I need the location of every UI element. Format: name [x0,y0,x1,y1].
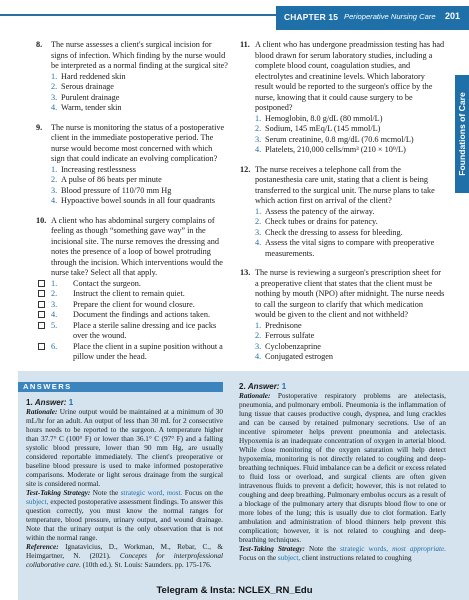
option-list [51,165,228,207]
option-number: 5. [51,320,58,330]
questions-right-column [240,40,445,372]
option-number: 3. [255,134,262,144]
option-item[interactable] [255,321,445,332]
strategy-label: Test-Taking Strategy: [26,489,91,497]
option-text: Purulent drainage [61,92,120,102]
option-list [51,72,228,114]
option-number: 1. [255,206,262,216]
option-item[interactable] [51,103,228,114]
header-tab [276,6,469,30]
strategy-label: Test-Taking Strategy: [239,545,305,553]
option-text: Contact the surgeon. [73,278,141,288]
option-item[interactable] [255,207,445,218]
strategy-text: client instructions related to coughing [302,554,412,562]
option-item[interactable] [51,165,228,176]
option-text: Warm, tender skin [61,103,122,112]
option-number: 3. [51,92,58,102]
option-text: Sodium, 145 mEq/L (145 mmol/L) [265,124,381,133]
section-side-label: Foundations of Care [457,92,467,176]
questions-left-column [36,40,228,372]
answer-number: 1. [26,398,33,407]
strategy-keyword: strategic words, [339,545,389,553]
option-item[interactable] [255,342,445,353]
option-text: Hypoactive bowel sounds in all four quadrants [61,196,215,205]
option-text: Ferrous sulfate [265,331,315,340]
option-text: Conjugated estrogen [265,352,334,361]
option-number: 1. [255,113,262,123]
checkbox-option-list [51,279,228,363]
chapter-label: CHAPTER 15 [284,12,339,22]
option-number: 4. [255,352,262,361]
option-text: Prednisone [265,320,302,330]
option-number: 6. [51,341,58,351]
option-number: 1. [51,71,58,81]
answer-heading [239,382,446,391]
option-list [255,321,445,363]
rationale-label: Rationale: [239,392,271,400]
reference-label: Reference: [26,543,59,551]
option-text: Assess the patency of the airway. [265,206,375,216]
question-9 [36,123,228,207]
rationale-text: Urine output would be maintained at a minimum of 30 mL/hr for an adult. An output of less than 30 mL for 2 consecutive hours needs to be reported to the surgeon. A temperature higher than 37.7° C (100° F) or lower than 36.1° C (97° F) and a falling systolic blood pressure, lower than 90 mm Hg, are usually considered reportable immediately. The client's preoperative or baseline blood pressure is used to make informed postoperative comparisons. Moderate or light serous drainage from the surgical site is considered normal. [26,408,223,488]
option-text: Check the dressing to assess for bleeding. [265,227,403,237]
option-text: Hard reddened skin [61,71,126,81]
option-text: Serum creatinine, 0.8 mg/dL (70.6 mcmol/L) [265,134,414,144]
page-header [0,0,469,38]
option-text: Prepare the client for wound closure. [73,299,195,309]
option-text: Document the findings and actions taken. [73,310,211,319]
chapter-subtitle: Perioperative Nursing Care [344,12,436,21]
option-item[interactable] [255,124,445,135]
option-number: 3. [255,341,262,351]
option-number: 1. [255,320,262,330]
answers-section [18,371,469,600]
footer-watermark-text: Telegram & Insta: NCLEX_RN_Edu [156,585,313,596]
question-number: 12. [240,164,251,174]
answer-value: 1 [68,398,74,407]
option-item[interactable] [255,217,445,228]
answers-title-band [18,382,223,392]
rationale-label: Rationale: [26,408,58,416]
rationale-text: Postoperative respiratory problems are atelectasis, pneumonia, and pulmonary emboli. Pneumonia is the inflammation of lung tissue that causes productive cough, dyspnea, and lung crackles and can be caused by retained pulmonary secretions. Use of an incentive spirometer helps prevent pneumonia and atelectasis. Hypoxemia is an inadequate concentration of oxygen in arterial blood. While close monitoring of the oxygen saturation will help detect hypoxemia, monitoring is not directly related to coughing and deep-breathing techniques. Fluid imbalance can be a deficit or excess related to fluid loss or overload, and surgical clients are often given intravenous fluids to prevent a deficit; however, this is not related to coughing and deep breathing. Pulmonary embolus occurs as a result of a blockage of the pulmonary artery that disrupts blood flow to one or more lobes of the lung; this is usually due to clot formation. Early ambulation and administration of blood thinners help prevent this complication; however, it is not related to coughing and deep-breathing techniques. [239,392,446,544]
strategy-keyword: subject, [277,554,301,562]
option-item[interactable] [51,93,228,104]
option-number: 4. [51,103,58,112]
question-stem: The nurse is monitoring the status of a postoperative client in the immediate postoperative period. The nurse would become most concerned with which sign that could indicate an evolving complication? [51,122,225,163]
option-number: 2. [51,289,58,298]
answer-2 [239,382,446,563]
option-number: 1. [51,164,58,174]
option-item[interactable] [255,135,445,146]
option-number: 4. [255,145,262,154]
option-number: 2. [51,82,58,91]
strategy-keyword-value: most appropriate. [392,545,447,553]
option-item[interactable] [51,175,228,186]
option-text: Place a sterile saline dressing and ice packs over the wound. [73,320,217,340]
strategy-keyword: strategic word, [120,489,165,497]
checkbox[interactable] [38,343,45,350]
option-item[interactable] [255,228,445,239]
question-number: 9. [36,122,43,132]
option-list [255,114,445,156]
option-item[interactable] [255,238,445,259]
question-13 [240,268,445,363]
option-list [255,207,445,260]
question-12 [240,165,445,260]
option-number: 3. [51,185,58,195]
checkbox-option[interactable] [51,279,228,290]
checkbox-option[interactable] [51,300,228,311]
answer-number: 2. [239,382,246,391]
checkbox-option[interactable] [51,342,228,363]
reference-title: Concepts for interprofessional collaborative care. [26,552,223,569]
option-item[interactable] [255,145,445,156]
rationale-paragraph [26,408,223,489]
checkbox[interactable] [38,311,45,318]
checkbox-option[interactable] [51,321,228,342]
page-number: 201 [444,11,460,21]
answer-value: 1 [281,382,287,391]
question-stem: The nurse assesses a client's surgical incision for signs of infection. Which finding by the nurse would be interpreted as a normal finding at the surgical site? [51,40,228,70]
option-text: Hemoglobin, 8.0 g/dL (80 mmol/L) [265,113,383,123]
answer-label: Answer: [34,398,67,407]
option-text: Check tubes or drains for patency. [265,217,378,226]
strategy-text: Focus on the [184,489,224,497]
option-item[interactable] [51,186,228,197]
strategy-text: Focus on the [239,554,277,562]
option-number: 4. [255,238,262,247]
question-8 [36,40,228,114]
option-item[interactable] [255,352,445,363]
option-number: 1. [51,278,58,288]
strategy-keyword: subject, [26,498,49,506]
option-item[interactable] [51,196,228,207]
question-stem: The nurse is reviewing a surgeon's prescription sheet for a preoperative client that states that the client must be nothing by mouth (NPO) after midnight. The nurse needs to call the surgeon to clarify that which medication would be given to the client and not withheld? [255,268,445,319]
question-stem: A client who has abdominal surgery complains of feeling as though “something gave way” in the incisional site. The nurse removes the dressing and notes the presence of a loop of bowel protruding through the incision. Which interventions would the nurse take? Select all that apply. [51,215,223,277]
option-item[interactable] [255,114,445,125]
rationale-paragraph [239,392,446,545]
question-11 [240,40,445,156]
question-number: 11. [240,40,250,49]
question-number: 13. [240,268,251,277]
option-text: Platelets, 210,000 cells/mm³ (210 × 10⁹/L) [265,145,406,154]
checkbox-option[interactable] [51,289,228,300]
question-number: 8. [36,40,43,49]
reference-text: Ignatavicius, D., Workman, M., Rebar, C., & Heimgartner, N. (2021). [26,543,224,560]
option-number: 4. [51,310,58,319]
option-text: Serous drainage [61,82,114,91]
option-text: Increasing restlessness [61,164,136,174]
option-item[interactable] [51,72,228,83]
section-side-tab [455,75,469,193]
answers-title: ANSWERS [23,382,72,391]
question-stem: The nurse receives a telephone call from the postanesthesia care unit, stating that a client is being transferred to the surgical unit. The nurse plans to take which action first on arrival of the client? [255,164,435,205]
question-stem: A client who has undergone preadmission testing has had blood drawn for serum laboratory studies, including a complete blood count, coagulation studies, and electrolytes and creatinine levels. Which laboratory result would be reported to the surgeon's office by the nurse, knowing that it could cause surgery to be postponed? [255,40,445,112]
answer-label: Answer: [247,382,280,391]
option-text: Cyclobenzaprine [265,341,321,351]
option-number: 3. [51,299,58,309]
checkbox[interactable] [38,290,45,297]
option-number: 3. [255,227,262,237]
option-text: A pulse of 86 beats per minute [61,175,162,184]
option-number: 2. [255,331,262,340]
option-text: Instruct the client to remain quiet. [73,289,185,298]
answer-1 [26,398,223,570]
strategy-keyword-value: most. [166,489,183,497]
checkbox-option[interactable] [51,310,228,321]
option-number: 2. [255,124,262,133]
checkbox[interactable] [38,322,45,329]
checkbox[interactable] [38,301,45,308]
answer-heading [26,398,223,407]
option-number: 2. [255,217,262,226]
checkbox[interactable] [38,280,45,287]
reference-paragraph [26,543,223,570]
question-10 [36,216,228,363]
strategy-text: expected postoperative assessment findings. To answer this question correctly, you must know the normal ranges for temperature, blood pressure, urinary output, and wound drainage. Note that the urinary output is the only observation that is not within the normal range. [26,498,224,542]
option-number: 2. [51,175,58,184]
option-number: 4. [51,196,58,205]
reference-text: (10th ed.). St. Louis: Saunders. pp. 175-176. [82,561,212,569]
strategy-text: Note the [308,545,336,553]
option-item[interactable] [51,82,228,93]
option-text: Assess the vital signs to compare with preoperative measurements. [265,238,435,258]
option-text: Blood pressure of 110/70 mm Hg [61,185,172,195]
question-number: 10. [36,215,47,225]
option-item[interactable] [255,331,445,342]
option-text: Place the client in a supine position without a pillow under the head. [73,341,223,361]
strategy-text: Note the [92,489,119,497]
strategy-paragraph [239,545,446,563]
strategy-paragraph [26,489,223,543]
